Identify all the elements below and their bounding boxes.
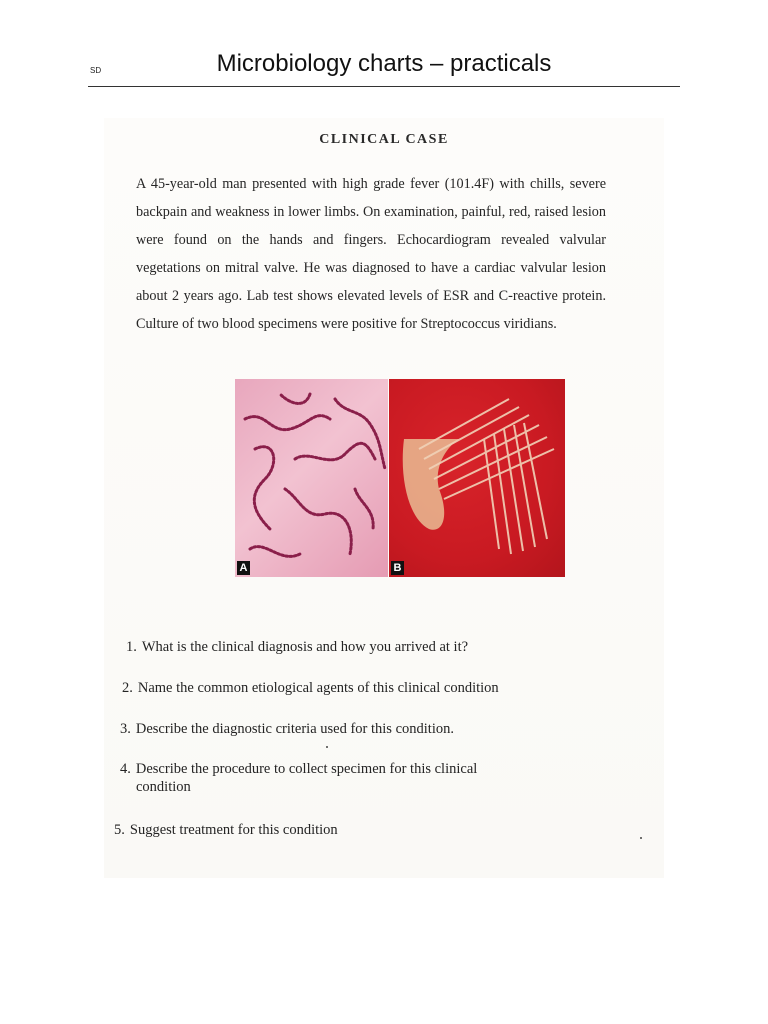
- case-heading: CLINICAL CASE: [319, 132, 449, 147]
- case-figure: [235, 379, 565, 577]
- question-1: 1. What is the clinical diagnosis and how you arrived at it?: [126, 639, 469, 655]
- panel-b-label: B: [391, 561, 404, 575]
- scanned-case-sheet: [104, 118, 664, 878]
- scan-speck: [640, 837, 642, 839]
- question-4-continuation: condition: [136, 779, 191, 795]
- question-2: 2. Name the common etiological agents of this clinical condition: [122, 680, 499, 696]
- panel-a-label: A: [237, 561, 250, 575]
- blood-agar-streak-plate-image: [389, 379, 565, 577]
- question-4: 4. Describe the procedure to collect specimen for this clinical condition: [120, 761, 478, 795]
- question-5: 5. Suggest treatment for this condition: [114, 822, 338, 838]
- author-initials: SD: [90, 66, 102, 75]
- header-divider: [88, 86, 680, 87]
- page-header: [0, 0, 768, 90]
- gram-stain-chains-image: [235, 379, 388, 577]
- scan-speck: [326, 746, 328, 748]
- streptococci-chains-drawing: [235, 379, 388, 577]
- question-3: 3. Describe the diagnostic criteria used for this condition.: [120, 721, 454, 737]
- page-title: Microbiology charts – practicals: [216, 50, 552, 77]
- case-description: A 45-year-old man presented with high grade fever (101.4F) with chills, severe backpain and weakness in lower limbs. On examination, painful, red, raised lesion were found on the hands and fingers. Echocardiogram revealed valvular vegetations on mitral valve. He was diagnosed to have a cardiac valvular lesion about 2 years ago. Lab test shows elevated levels of ESR and C-reactive protein. Culture of two blood specimens were positive for Streptococcus viridians.: [136, 176, 606, 332]
- streak-plate-drawing: [389, 379, 565, 577]
